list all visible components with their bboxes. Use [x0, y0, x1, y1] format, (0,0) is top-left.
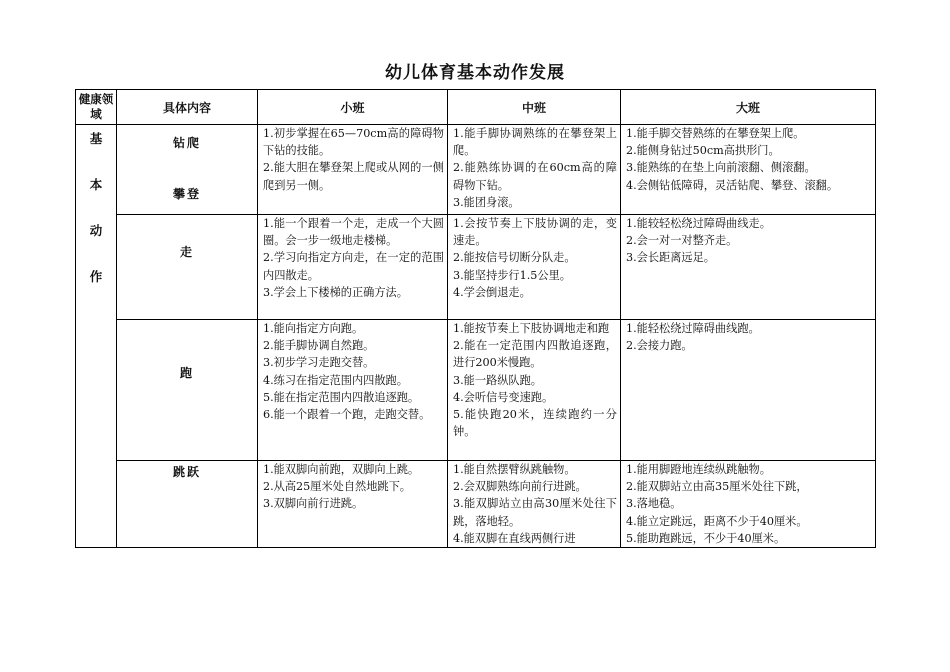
cell-item: 1.初步掌握在65—70cm高的障碍物下钻的技能。	[263, 127, 444, 158]
domain-char: 动	[89, 223, 103, 238]
table-row	[76, 320, 876, 461]
cell-item: 2.能按信号切断分队走。	[453, 251, 576, 265]
domain-cell	[76, 125, 117, 548]
cell-item: 4.学会倒退走。	[453, 285, 531, 299]
cell-item: 2.能侧身钻过50cm高拱形门。	[626, 144, 780, 158]
domain-char: 基	[89, 131, 103, 146]
domain-char: 本	[89, 177, 103, 192]
domain-char: 作	[89, 269, 103, 284]
cell-item: 3.能熟练的在垫上向前滚翻、侧滚翻。	[626, 161, 816, 175]
cell-item: 2.会一对一对整齐走。	[626, 234, 738, 248]
cell-small	[258, 125, 448, 215]
cell-item: 1.能按节奏上下肢协调地走和跑	[453, 322, 610, 335]
cell-item: 5.能助跑跳远，不少于40厘米。	[626, 531, 786, 545]
content-cell-jump	[117, 461, 258, 548]
content-cell-run	[117, 320, 258, 461]
cell-middle	[448, 320, 621, 461]
cell-item: 1.能手脚协调熟练的在攀登架上爬。	[453, 127, 617, 158]
cell-item: 2.能双脚站立由高35厘米处往下跳，	[626, 480, 808, 494]
content-label: 跳跃	[172, 465, 201, 479]
cell-large	[621, 320, 876, 461]
table-row	[76, 461, 876, 548]
table-row	[76, 215, 876, 320]
header-domain: 健康领域	[76, 90, 117, 125]
cell-item: 1.能自然摆臂纵跳触物。	[453, 463, 576, 476]
cell-item: 3.能坚持步行1.5公里。	[453, 268, 571, 282]
cell-item: 2.能熟练协调的在60cm高的障碍物下钻。	[453, 161, 617, 192]
header-small-class: 小班	[258, 90, 448, 125]
cell-small	[258, 461, 448, 548]
cell-large	[621, 215, 876, 320]
cell-item: 3.学会上下楼梯的正确方法。	[263, 285, 408, 299]
cell-item: 3.双脚向前行进跳。	[263, 497, 364, 511]
cell-item: 1.会按节奏上下肢协调的走，变速走。	[453, 217, 617, 248]
header-content: 具体内容	[117, 90, 258, 125]
cell-small	[258, 320, 448, 461]
cell-item: 4.会听信号变速跑。	[453, 390, 554, 404]
cell-item: 1.能轻松绕过障碍曲线跑。	[626, 322, 760, 335]
header-large-class: 大班	[621, 90, 876, 125]
content-label: 钻爬	[172, 136, 201, 150]
cell-item: 2.会双脚熟练向前行进跳。	[453, 480, 587, 494]
content-cell-walk	[117, 215, 258, 320]
cell-item: 1.能用脚蹬地连续纵跳触物。	[626, 463, 771, 476]
cell-item: 4.练习在指定范围内四散跑。	[263, 373, 408, 387]
cell-item: 1.能手脚交替熟练的在攀登架上爬。	[626, 127, 805, 140]
cell-item: 1.能双脚向前跑，双脚向上跳。	[263, 463, 420, 476]
cell-item: 3.能一路纵队跑。	[453, 373, 542, 387]
cell-item: 2.学习向指定方向走，在一定的范围内四散走。	[263, 251, 444, 282]
cell-large	[621, 461, 876, 548]
cell-item: 1.能一个跟着一个走，走成一个大圆圈。会一步一级地走楼梯。	[263, 217, 444, 248]
cell-item: 3.会长距离远足。	[626, 251, 715, 265]
header-middle-class: 中班	[448, 90, 621, 125]
cell-item: 3.落地稳。	[626, 497, 682, 511]
content-label: 走	[179, 245, 194, 259]
cell-middle	[448, 461, 621, 548]
page-title: 幼儿体育基本动作发展	[385, 63, 565, 83]
cell-item: 2.从高25厘米处自然地跳下。	[263, 480, 411, 494]
cell-item: 2.会接力跑。	[626, 339, 693, 353]
cell-item: 3.初步学习走跑交替。	[263, 356, 375, 370]
cell-item: 2.能在一定范围内四散追逐跑，进行200米慢跑。	[453, 339, 617, 370]
cell-item: 1.能向指定方向跑。	[263, 322, 364, 335]
cell-item: 2.能手脚协调自然跑。	[263, 339, 375, 353]
table-row	[76, 125, 876, 215]
cell-small	[258, 215, 448, 320]
cell-item: 2.能大胆在攀登架上爬或从网的一侧爬到另一侧。	[263, 161, 444, 192]
content-label: 跑	[179, 366, 194, 380]
cell-middle	[448, 125, 621, 215]
cell-item: 4.会侧钻低障碍，灵活钻爬、攀登、滚翻。	[626, 178, 839, 192]
cell-item: 6.能一个跟着一个跑，走跑交替。	[263, 408, 431, 422]
cell-item: 4.能双脚在直线两侧行进	[453, 531, 576, 545]
cell-item: 1.能较轻松绕过障碍曲线走。	[626, 217, 771, 230]
cell-large	[621, 125, 876, 215]
content-label: 攀登	[172, 187, 201, 201]
cell-item: 3.能团身滚。	[453, 195, 520, 209]
cell-item: 5.能快跑20米，连续跑约一分钟。	[453, 408, 617, 439]
development-table	[75, 89, 876, 548]
cell-item: 4.能立定跳远，距离不少于40厘米。	[626, 514, 808, 528]
cell-item: 3.能双脚站立由高30厘米处往下跳，落地轻。	[453, 497, 617, 528]
cell-item: 5.能在指定范围内四散追逐跑。	[263, 390, 420, 404]
content-cell-crawl-climb	[117, 125, 258, 215]
cell-middle	[448, 215, 621, 320]
header-row	[76, 90, 876, 125]
